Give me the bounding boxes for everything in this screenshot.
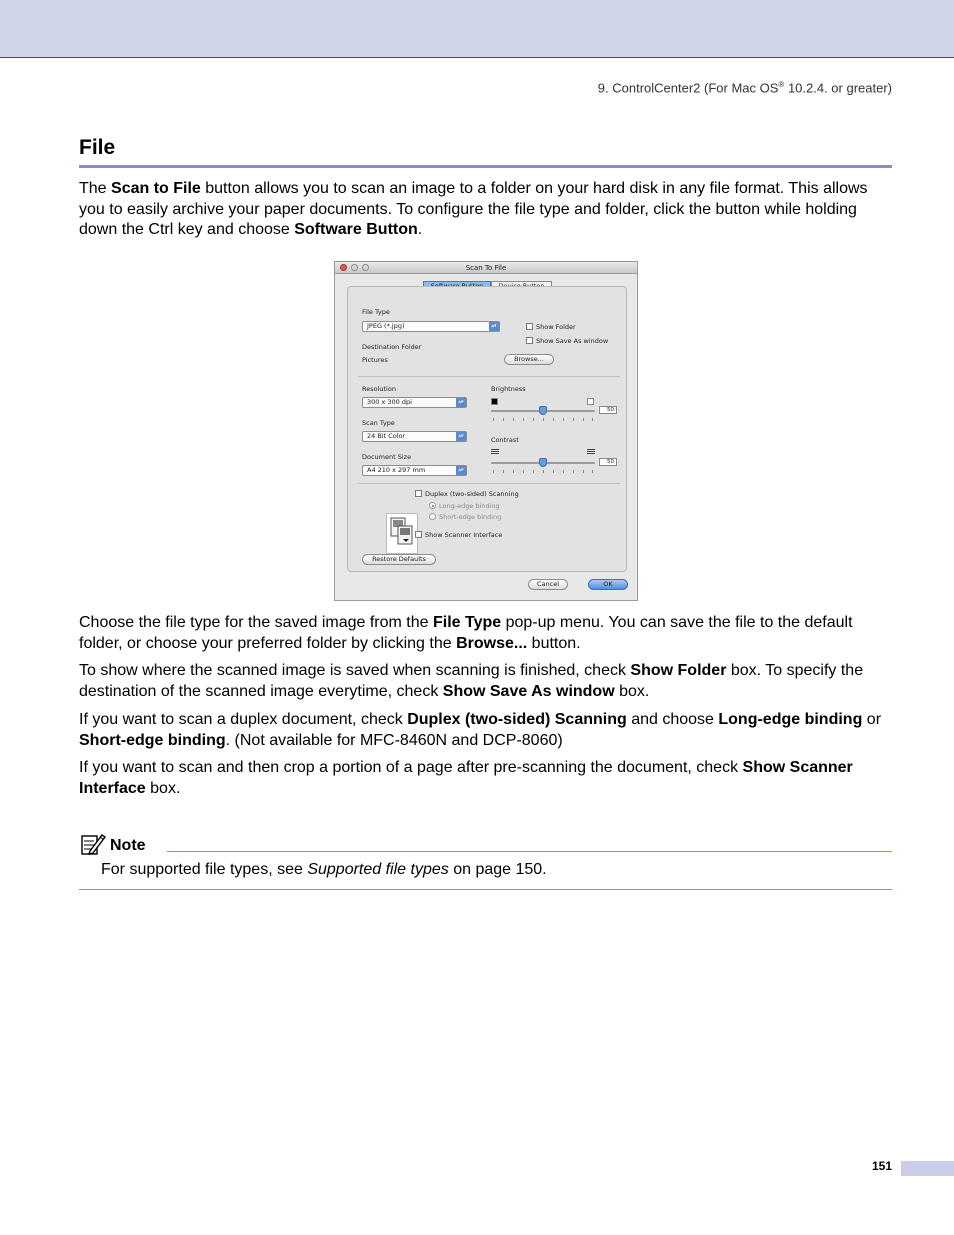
short-edge-radio[interactable] — [429, 513, 436, 520]
brightness-label: Brightness — [491, 385, 526, 393]
popup-arrows-icon: ▴▾ — [489, 322, 499, 331]
restore-defaults-button[interactable]: Restore Defaults — [362, 554, 436, 565]
contrast-label: Contrast — [491, 436, 519, 444]
short-edge-label: Short-edge binding — [439, 513, 502, 521]
brightness-ticks — [493, 418, 593, 421]
destination-folder-label: Destination Folder — [362, 343, 422, 351]
scanner-interface-paragraph: If you want to scan and then crop a portion of a page after pre-scanning the document, check Show Scanner Interface box. — [79, 759, 853, 797]
title-rule — [79, 165, 892, 168]
running-header: 9. ControlCenter2 (For Mac OS® 10.2.4. or greater) — [597, 80, 892, 96]
document-size-popup[interactable]: A4 210 x 297 mm ▴▾ — [362, 465, 467, 476]
high-contrast-icon — [587, 449, 595, 456]
duplex-paragraph: If you want to scan a duplex document, check Duplex (two-sided) Scanning and choose Long-edge binding or Short-edge binding. (Not available for MFC-8460N and DCP-8060) — [79, 711, 882, 749]
long-edge-label: Long-edge binding — [439, 502, 500, 510]
ok-button[interactable]: OK — [588, 579, 628, 590]
settings-panel — [347, 286, 627, 572]
resolution-popup[interactable]: 300 x 300 dpi ▴▾ — [362, 397, 467, 408]
dialog-title: Scan To File — [465, 264, 507, 272]
duplex-checkbox[interactable] — [415, 490, 422, 497]
page-number: 151 — [871, 1159, 892, 1173]
brightness-value-field[interactable]: 50 — [599, 406, 617, 414]
page-tab-decoration — [901, 1161, 954, 1176]
contrast-ticks — [493, 470, 593, 473]
resolution-label: Resolution — [362, 385, 396, 393]
section-title: File — [79, 136, 116, 159]
show-folder-paragraph: To show where the scanned image is saved when scanning is finished, check Show Folder box. To specify the destination of the scanned image everytime, check Show Save As window box. — [79, 662, 864, 700]
note-pencil-icon — [80, 832, 107, 856]
contrast-slider-thumb[interactable] — [539, 458, 547, 467]
show-save-as-label: Show Save As window — [536, 337, 609, 345]
popup-arrows-icon: ▴▾ — [456, 432, 466, 441]
cancel-button[interactable]: Cancel — [528, 579, 568, 590]
header-band — [0, 0, 954, 58]
show-folder-checkbox[interactable] — [526, 323, 533, 330]
scan-to-file-dialog — [334, 261, 638, 601]
file-type-paragraph: Choose the file type for the saved image from the File Type pop-up menu. You can save the file to the default folder, or choose your preferred folder by clicking the Browse... button. — [79, 614, 853, 652]
show-save-as-checkbox[interactable] — [526, 337, 533, 344]
popup-arrows-icon: ▴▾ — [456, 398, 466, 407]
supported-file-types-link[interactable]: Supported file types — [307, 861, 449, 878]
separator — [358, 376, 620, 377]
dialog-titlebar — [335, 262, 637, 274]
show-scanner-interface-label: Show Scanner Interface — [425, 531, 503, 539]
note-top-rule — [167, 851, 892, 852]
long-edge-radio[interactable] — [429, 502, 436, 509]
light-swatch-icon — [587, 398, 594, 405]
show-scanner-interface-checkbox[interactable] — [415, 531, 422, 538]
scan-type-popup[interactable]: 24 Bit Color ▴▾ — [362, 431, 467, 442]
note-text: For supported file types, see Supported file types on page 150. — [101, 861, 547, 878]
note-bottom-rule — [79, 889, 892, 890]
intro-paragraph: The Scan to File button allows you to scan an image to a folder on your hard disk in any file format. This allows you to easily archive your paper documents. To configure the file type and folder, click the button while holding down the Ctrl key and choose Software Button. — [79, 180, 868, 238]
brightness-slider-thumb[interactable] — [539, 406, 547, 415]
destination-folder-value: Pictures — [362, 356, 388, 364]
show-folder-label: Show Folder — [536, 323, 576, 331]
file-type-label: File Type — [362, 308, 390, 316]
dark-swatch-icon — [491, 398, 498, 405]
popup-arrows-icon: ▴▾ — [456, 466, 466, 475]
browse-button[interactable]: Browse... — [504, 354, 554, 365]
file-type-popup[interactable]: JPEG (*.jpg) ▴▾ — [362, 321, 500, 332]
note-label: Note — [110, 837, 146, 854]
contrast-value-field[interactable]: 50 — [599, 458, 617, 466]
duplex-label: Duplex (two-sided) Scanning — [425, 490, 519, 498]
document-size-label: Document Size — [362, 453, 412, 461]
duplex-document-icon — [386, 513, 418, 554]
separator — [358, 483, 620, 484]
low-contrast-icon — [491, 449, 499, 456]
scan-type-label: Scan Type — [362, 419, 395, 427]
